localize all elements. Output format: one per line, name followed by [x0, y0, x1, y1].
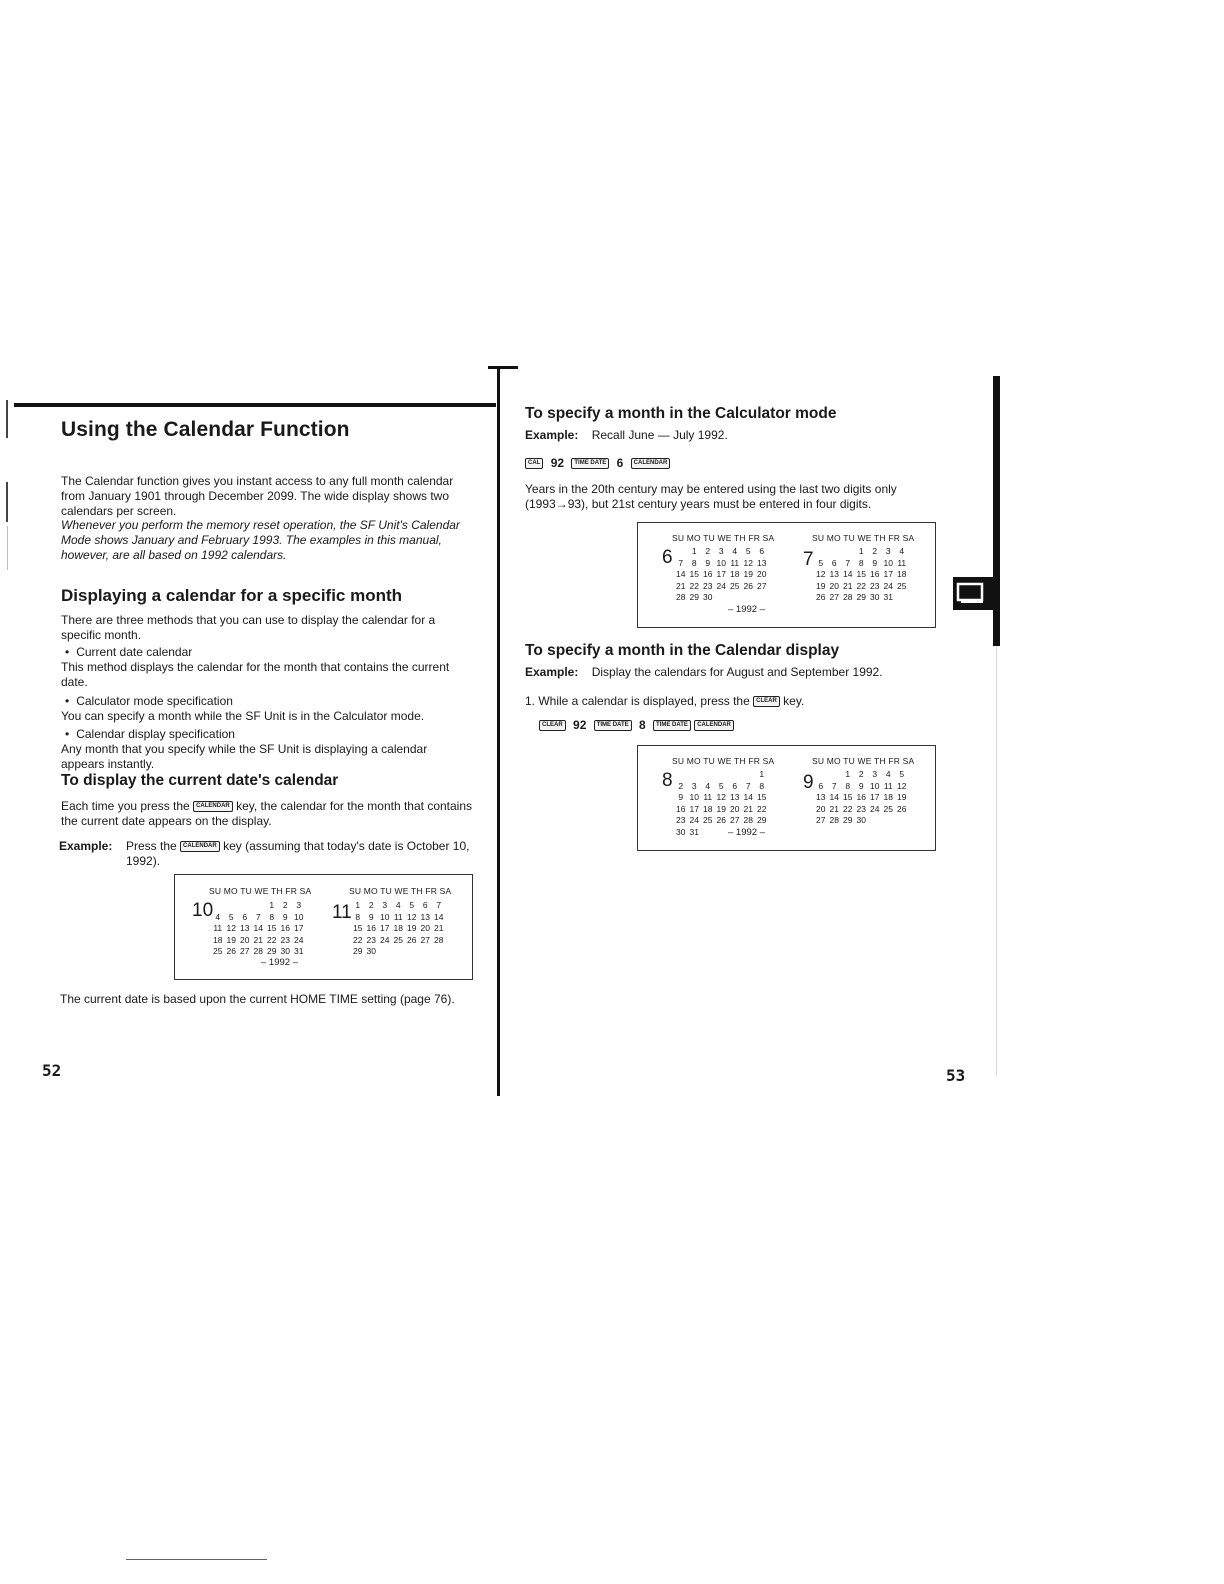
calendar-day: 2	[282, 900, 288, 910]
month-number: 7	[803, 549, 814, 570]
calendar-day: 23	[703, 580, 713, 591]
calendar-day: 15	[353, 923, 363, 933]
year-label: – 1992 –	[728, 827, 765, 838]
calendar-day: 23	[280, 934, 290, 945]
calendar-day: 29	[843, 815, 853, 825]
calendar-day: 19	[716, 803, 726, 814]
calendar-day: 17	[870, 792, 880, 802]
calendar-blank	[674, 769, 688, 781]
calendar-day: 21	[434, 923, 444, 933]
calendar-day: 17	[716, 569, 726, 579]
calendar-day: 1	[845, 769, 851, 779]
weekday-header: SU MO TU WE TH FR SA	[672, 533, 775, 543]
calendar-day: 9	[678, 792, 684, 802]
calendar-day: 19	[743, 569, 753, 579]
example-label: Example:	[59, 839, 113, 853]
calendar-day: 26	[226, 946, 236, 956]
calendar-day: 21	[743, 803, 753, 814]
calendar-day: 21	[676, 580, 686, 591]
calendar-day: 16	[856, 792, 866, 802]
calendar-day: 10	[294, 911, 304, 922]
calendar-blank	[252, 900, 266, 912]
calendar-day: 10	[689, 792, 699, 802]
month-number: 10	[192, 900, 214, 921]
calendar-day: 3	[885, 546, 891, 556]
calendar-blank	[742, 769, 756, 781]
calendar-day: 18	[883, 792, 893, 802]
calendar-day: 23	[366, 934, 376, 945]
weekday-header: SU MO TU WE TH FR SA	[672, 756, 775, 766]
calendar-day: 26	[716, 815, 726, 825]
calendar-day: 27	[829, 592, 839, 602]
calendar-day: 29	[856, 592, 866, 602]
key-seq-number: 92	[550, 456, 565, 470]
calendar-display-heading: To specify a month in the Calendar display	[525, 642, 840, 659]
calendar-day: 11	[703, 792, 713, 802]
calendar-day: 10	[883, 557, 893, 568]
calculator-mode-heading: To specify a month in the Calculator mode	[525, 405, 837, 422]
bullet-calculator-label: • Calculator mode specification	[61, 694, 472, 709]
calendar-day: 24	[689, 815, 699, 825]
calendar-display-oct-nov	[174, 874, 473, 980]
calendar-day: 7	[436, 900, 442, 910]
section-intro: There are three methods that you can use to display the calendar for a specific month.	[61, 613, 436, 642]
calendar-key-icon: CALENDAR	[694, 720, 734, 731]
calendar-day: 25	[393, 934, 403, 945]
example-post: key (assuming that today's date is October 10, 1992).	[126, 839, 470, 868]
bullet-calendar-display-label: • Calendar display specification	[61, 727, 472, 742]
calendar-day: 19	[226, 934, 236, 945]
calendar-day: 5	[745, 546, 751, 556]
calendar-day: 11	[393, 911, 403, 922]
calendar-day: 31	[294, 946, 304, 956]
example-calc-text: Recall June — July 1992.	[591, 428, 728, 442]
calendar-day: 27	[757, 580, 767, 591]
calendar-day: 17	[883, 569, 893, 579]
calendar-day: 16	[870, 569, 880, 579]
calendar-day: 13	[757, 557, 767, 568]
example-calendar-display	[525, 665, 883, 680]
calendar-day: 18	[213, 934, 223, 945]
each-time-paragraph	[61, 799, 472, 829]
calendar-day: 24	[883, 580, 893, 591]
calendar-day: 23	[856, 803, 866, 814]
weekday-header: SU MO TU WE TH FR SA	[812, 533, 915, 543]
page-spine-line	[497, 368, 500, 1096]
calendar-day: 30	[366, 946, 376, 956]
calendar-day: 28	[434, 934, 444, 945]
calendar-blank	[701, 769, 715, 781]
calendar-day: 26	[407, 934, 417, 945]
calendar-key-icon: CALENDAR	[180, 841, 220, 852]
calendar-day: 19	[816, 580, 826, 591]
calendar-day: 25	[703, 815, 713, 825]
calendar-day: 3	[691, 780, 697, 791]
calendar-day: 17	[294, 923, 304, 933]
calendar-day: 6	[422, 900, 428, 910]
calendar-day: 31	[883, 592, 893, 602]
year-label: – 1992 –	[261, 957, 298, 968]
calendar-day: 21	[253, 934, 263, 945]
calendar-day: 9	[368, 911, 374, 922]
calendar-day: 8	[269, 911, 275, 922]
calendar-day: 16	[703, 569, 713, 579]
calendar-day: 29	[353, 946, 363, 956]
example-current-date-text	[126, 839, 472, 869]
right-edge-light-line	[996, 646, 997, 1076]
calendar-day: 7	[831, 780, 837, 791]
calendar-day: 18	[703, 803, 713, 814]
calendar-day: 12	[716, 792, 726, 802]
calendar-day: 18	[897, 569, 907, 579]
example-pre: Press the	[126, 839, 177, 853]
calendar-day: 14	[676, 569, 686, 579]
calendar-day: 15	[843, 792, 853, 802]
calendar-day: 18	[393, 923, 403, 933]
calendar-day: 6	[759, 546, 765, 556]
month-grid	[211, 900, 306, 958]
calendar-day: 6	[732, 780, 738, 791]
calendar-day: 14	[843, 569, 853, 579]
key-seq-number: 92	[573, 718, 587, 732]
calendar-display-aug-sep	[637, 745, 936, 851]
calendar-day: 1	[355, 900, 361, 910]
calendar-key-icon: CALENDAR	[631, 458, 671, 469]
month-number: 8	[662, 770, 673, 791]
calendar-day: 30	[676, 826, 686, 837]
calendar-day: 5	[818, 557, 824, 568]
calendar-blank	[828, 769, 842, 781]
calendar-day: 16	[280, 923, 290, 933]
calendar-day: 1	[858, 546, 864, 556]
calendar-day: 22	[353, 934, 363, 945]
calendar-day: 10	[380, 911, 390, 922]
right-edge-bar	[993, 376, 1000, 646]
intro-paragraph: The Calendar function gives you instant access to any full month calendar from January 1901 through December 2099. The wide display shows two calendars per screen.	[61, 474, 454, 518]
calendar-day: 27	[420, 934, 430, 945]
calendar-day: 9	[282, 911, 288, 922]
month-grid	[351, 900, 446, 958]
calendar-day: 2	[705, 546, 711, 556]
left-page-top-rule	[14, 403, 496, 407]
calendar-day: 26	[743, 580, 753, 591]
calendar-day: 17	[689, 803, 699, 814]
calendar-day: 29	[267, 946, 277, 956]
calendar-day: 22	[757, 803, 767, 814]
clear-key-icon: CLEAR	[539, 720, 566, 731]
calendar-day: 27	[816, 815, 826, 825]
calendar-day: 26	[816, 592, 826, 602]
calendar-day: 6	[242, 911, 248, 922]
calendar-day: 3	[382, 900, 388, 910]
calendar-day: 16	[366, 923, 376, 933]
calendar-day: 28	[743, 815, 753, 825]
calendar-day: 25	[730, 580, 740, 591]
calendar-day: 2	[858, 769, 864, 779]
calendar-blank	[715, 769, 729, 781]
calendar-day: 22	[856, 580, 866, 591]
calendar-day: 14	[829, 792, 839, 802]
calendar-day: 31	[689, 826, 699, 837]
calendar-day: 13	[829, 569, 839, 579]
calendar-day: 27	[730, 815, 740, 825]
month-number: 6	[662, 547, 673, 568]
calendar-day: 11	[213, 923, 223, 933]
calendar-blank	[828, 546, 842, 558]
step-1-post: key.	[783, 694, 805, 708]
key-sequence-calendar	[539, 718, 734, 732]
calendar-day: 3	[872, 769, 878, 779]
calendar-day: 7	[845, 557, 851, 568]
calendar-day: 8	[691, 557, 697, 568]
calendar-day: 12	[407, 911, 417, 922]
calendar-day: 24	[870, 803, 880, 814]
calendar-day: 18	[730, 569, 740, 579]
calendar-day: 6	[831, 557, 837, 568]
calendar-day: 20	[420, 923, 430, 933]
calendar-blank	[728, 769, 742, 781]
calendar-day: 11	[897, 557, 907, 568]
calendar-day: 7	[255, 911, 261, 922]
month-grid	[814, 769, 909, 827]
calendar-day: 22	[689, 580, 699, 591]
key-seq-number: 8	[638, 718, 646, 732]
calendar-day: 8	[759, 780, 765, 791]
calendar-day: 13	[816, 792, 826, 802]
calendar-day: 22	[267, 934, 277, 945]
calendar-day: 1	[759, 769, 765, 779]
calendar-day: 30	[870, 592, 880, 602]
calendar-day: 27	[240, 946, 250, 956]
calendar-day: 11	[883, 780, 893, 791]
calendar-day: 4	[732, 546, 738, 556]
example-label: Example:	[525, 428, 579, 442]
calendar-day: 28	[843, 592, 853, 602]
calendar-day: 30	[280, 946, 290, 956]
section-heading: Displaying a calendar for a specific month	[61, 586, 403, 605]
time-date-key-icon: TIME DATE	[594, 720, 632, 731]
calendar-day: 21	[829, 803, 839, 814]
calendar-day: 10	[716, 557, 726, 568]
calendar-day: 25	[897, 580, 907, 591]
calendar-day: 2	[872, 546, 878, 556]
calendar-day: 13	[730, 792, 740, 802]
calendar-day: 29	[689, 592, 699, 602]
calendar-day: 4	[395, 900, 401, 910]
page-number-right: 53	[946, 1066, 966, 1085]
weekday-header: SU MO TU WE TH FR SA	[349, 886, 452, 896]
calendar-day: 11	[730, 557, 740, 568]
calendar-day: 5	[228, 911, 234, 922]
time-date-key-icon: TIME DATE	[653, 720, 691, 731]
calendar-blank	[211, 900, 225, 912]
calendar-day: 21	[843, 580, 853, 591]
step-1-pre: 1. While a calendar is displayed, press the	[525, 694, 750, 708]
calendar-day: 8	[355, 911, 361, 922]
left-edge-mark-2	[6, 482, 8, 522]
calendar-blank	[814, 769, 828, 781]
calendar-day: 8	[858, 557, 864, 568]
calendar-day: 12	[816, 569, 826, 579]
bullet-current-date-label: • Current date calendar	[61, 645, 472, 660]
calendar-day: 4	[705, 780, 711, 791]
calendar-day: 25	[883, 803, 893, 814]
calendar-day: 15	[689, 569, 699, 579]
calendar-day: 13	[240, 923, 250, 933]
calendar-day: 3	[296, 900, 302, 910]
month-grid	[814, 546, 909, 604]
calendar-day: 15	[267, 923, 277, 933]
calendar-day: 26	[897, 803, 907, 814]
calendar-day: 30	[703, 592, 713, 602]
calendar-day: 15	[856, 569, 866, 579]
each-time-pre: Each time you press the	[61, 799, 190, 813]
calendar-day: 20	[829, 580, 839, 591]
calendar-day: 20	[730, 803, 740, 814]
calendar-day: 14	[743, 792, 753, 802]
calendar-day: 7	[678, 557, 684, 568]
calendar-day: 6	[818, 780, 824, 791]
calendar-day: 19	[897, 792, 907, 802]
example-label: Example:	[525, 665, 579, 679]
calendar-day: 8	[845, 780, 851, 791]
calendar-day: 15	[757, 792, 767, 802]
calendar-key-icon: CALENDAR	[193, 801, 233, 812]
calendar-day: 9	[858, 780, 864, 791]
calendar-blank	[814, 546, 828, 558]
calendar-day: 9	[872, 557, 878, 568]
footer-note: The current date is based upon the current HOME TIME setting (page 76).	[60, 992, 455, 1006]
calendar-day: 12	[897, 780, 907, 791]
calendar-day: 12	[226, 923, 236, 933]
key-seq-number: 6	[616, 456, 624, 470]
page-title: Using the Calendar Function	[61, 418, 350, 441]
calendar-day: 5	[409, 900, 415, 910]
example-calendar-display-text: Display the calendars for August and September 1992.	[591, 665, 883, 679]
clear-key-icon: CLEAR	[753, 696, 780, 707]
weekday-header: SU MO TU WE TH FR SA	[812, 756, 915, 766]
years-note: Years in the 20th century may be entered using the last two digits only (1993→93), but 21st century years must be entered in four digits.	[525, 482, 897, 511]
example-current-date	[59, 839, 472, 868]
calendar-day: 23	[676, 815, 686, 825]
calendar-day: 20	[757, 569, 767, 579]
calendar-blank	[225, 900, 239, 912]
page-spine-cap	[488, 366, 518, 369]
calendar-day: 5	[899, 769, 905, 779]
left-edge-mark-3	[7, 526, 8, 570]
calendar-day: 24	[716, 580, 726, 591]
calendar-tab-marker	[953, 577, 993, 610]
calendar-day: 7	[745, 780, 751, 791]
current-date-heading: To display the current date's calendar	[61, 772, 339, 789]
left-edge-mark-1	[6, 400, 8, 438]
bottom-link-underline	[126, 1559, 267, 1560]
calendar-day: 14	[253, 923, 263, 933]
weekday-header: SU MO TU WE TH FR SA	[209, 886, 312, 896]
calendar-blank	[238, 900, 252, 912]
intro-italic-note: Whenever you perform the memory reset operation, the SF Unit's Calendar Mode shows January and February 1993. The examples in this manual, however, are all based on 1992 calendars.	[61, 518, 460, 562]
calendar-day: 20	[240, 934, 250, 945]
calendar-day: 4	[885, 769, 891, 779]
cal-key-icon: CAL	[525, 458, 543, 469]
calendar-day: 5	[718, 780, 724, 791]
calendar-day: 20	[816, 803, 826, 814]
calendar-blank	[674, 546, 688, 558]
methods-list	[61, 645, 472, 772]
page-number-left: 52	[42, 1061, 62, 1080]
calendar-day: 24	[294, 934, 304, 945]
calendar-day: 25	[213, 946, 223, 956]
calendar-blank	[688, 769, 702, 781]
calendar-day: 1	[269, 900, 275, 910]
calendar-day: 14	[434, 911, 444, 922]
calendar-day: 4	[899, 546, 905, 556]
bullet-calculator-desc: You can specify a month while the SF Unit is in the Calculator mode.	[61, 709, 425, 723]
calendar-day: 3	[718, 546, 724, 556]
each-time-post: key, the calendar for the month that contains the current date appears on the display.	[61, 799, 473, 828]
display-icon	[953, 577, 993, 610]
calendar-day: 17	[380, 923, 390, 933]
calendar-day: 2	[678, 780, 684, 791]
calendar-day: 16	[676, 803, 686, 814]
time-date-key-icon: TIME DATE	[571, 458, 609, 469]
key-sequence-calc	[525, 456, 670, 470]
month-number: 9	[803, 772, 814, 793]
calendar-day: 24	[380, 934, 390, 945]
calendar-day: 2	[368, 900, 374, 910]
bullet-calendar-display-desc: Any month that you specify while the SF Unit is displaying a calendar appears instantly.	[61, 742, 428, 771]
calendar-day: 28	[676, 592, 686, 602]
bullet-current-date-desc: This method displays the calendar for the month that contains the current date.	[61, 660, 450, 689]
calendar-day: 4	[215, 911, 221, 922]
month-grid	[674, 546, 769, 604]
calendar-day: 19	[407, 923, 417, 933]
step-1	[525, 694, 804, 709]
example-calc	[525, 428, 728, 443]
calendar-day: 30	[856, 815, 866, 825]
calendar-day: 28	[829, 815, 839, 825]
calendar-day: 12	[743, 557, 753, 568]
month-number: 11	[332, 902, 352, 923]
calendar-day: 10	[870, 780, 880, 791]
calendar-day: 29	[757, 815, 767, 825]
calendar-day: 23	[870, 580, 880, 591]
calendar-display-jun-jul	[637, 522, 936, 628]
calendar-blank	[841, 546, 855, 558]
year-label: – 1992 –	[728, 604, 765, 615]
calendar-day: 28	[253, 946, 263, 956]
calendar-day: 9	[705, 557, 711, 568]
calendar-day: 1	[691, 546, 697, 556]
calendar-day: 22	[843, 803, 853, 814]
calendar-day: 13	[420, 911, 430, 922]
